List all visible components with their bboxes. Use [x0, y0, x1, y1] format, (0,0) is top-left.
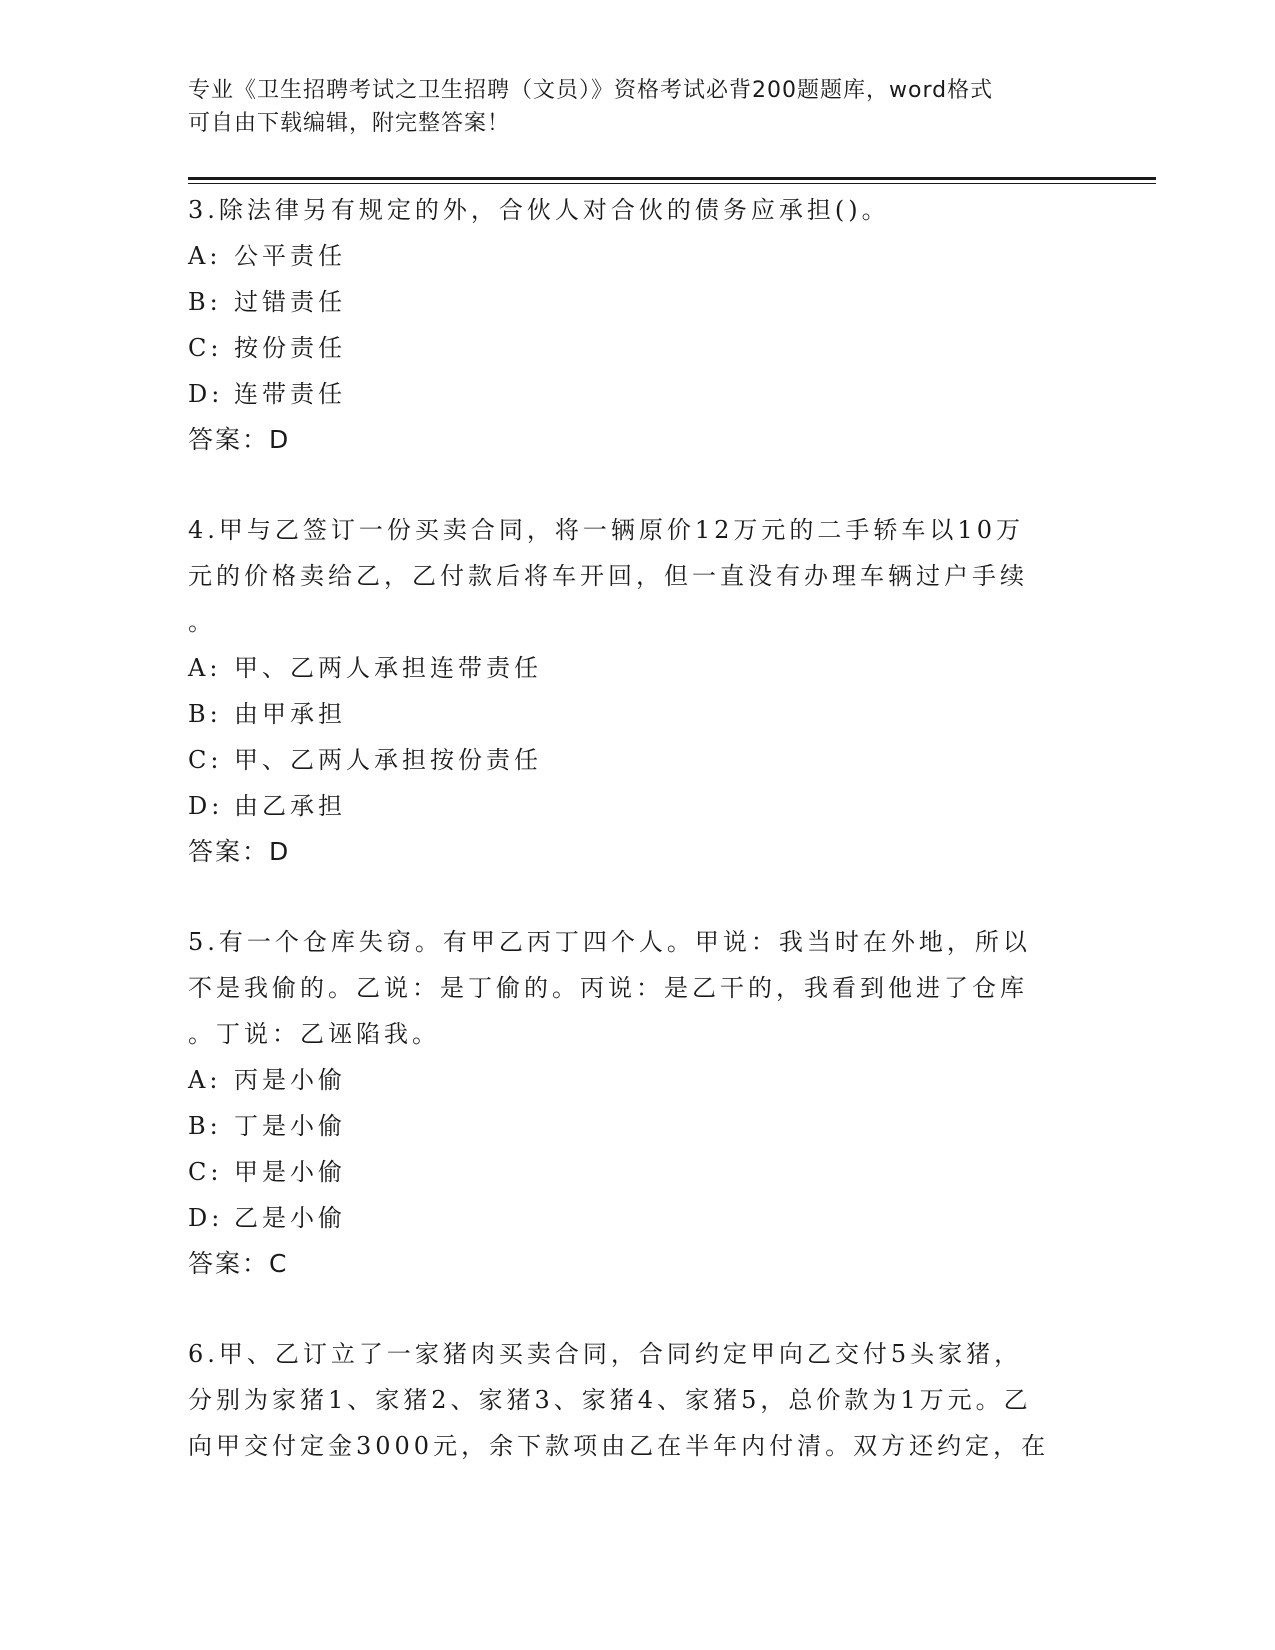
- option-c: [188, 737, 1078, 783]
- option-a: [188, 233, 1078, 279]
- header-divider-thin: [188, 183, 1156, 184]
- option-a: [188, 1057, 1078, 1103]
- option-text: 过错责任: [234, 288, 346, 316]
- question-6: [188, 1331, 1078, 1469]
- option-text: 丁是小偷: [234, 1112, 346, 1140]
- question-stem-line-1: 4.甲与乙签订一份买卖合同，将一辆原价12万元的二手轿车以10万: [188, 516, 1024, 544]
- question-stem: 3.除法律另有规定的外，合伙人对合伙的债务应承担()。: [188, 196, 890, 224]
- question-stem-line-1: 6.甲、乙订立了一家猪肉买卖合同，合同约定甲向乙交付5头家猪，: [188, 1340, 1023, 1368]
- option-key: C:: [188, 746, 223, 774]
- option-text: 甲是小偷: [234, 1158, 346, 1186]
- question-4: [188, 507, 1078, 875]
- answer-value: D: [269, 837, 291, 866]
- question-5: [188, 919, 1078, 1287]
- answer-line: [188, 417, 1078, 463]
- option-c: [188, 325, 1078, 371]
- option-text: 甲、乙两人承担按份责任: [234, 746, 542, 774]
- question-stem-line-2: 不是我偷的。乙说：是丁偷的。丙说：是乙干的，我看到他进了仓库: [188, 974, 1028, 1002]
- question-3: [188, 187, 1078, 463]
- option-text: 按份责任: [234, 334, 346, 362]
- answer-label: 答案：: [188, 1249, 270, 1278]
- question-stem-line-3: 向甲交付定金3000元，余下款项由乙在半年内付清。双方还约定，在: [188, 1432, 1050, 1460]
- answer-label: 答案：: [188, 425, 270, 454]
- option-key: C:: [188, 1158, 223, 1186]
- option-d: [188, 1195, 1078, 1241]
- option-key: B:: [188, 288, 222, 316]
- question-stem-line-3: 。: [188, 608, 216, 636]
- option-key: C:: [188, 334, 223, 362]
- header-line-1: 专业《卫生招聘考试之卫生招聘（文员）》资格考试必背200题题库，word格式: [188, 78, 994, 103]
- option-text: 公平责任: [234, 242, 346, 270]
- option-key: D:: [188, 1204, 224, 1232]
- option-text: 由甲承担: [234, 700, 346, 728]
- header-line-2: 可自由下载编辑，附完整答案！: [188, 111, 511, 136]
- answer-line: [188, 829, 1078, 875]
- option-key: A:: [188, 1066, 222, 1094]
- option-key: B:: [188, 700, 222, 728]
- option-text: 乙是小偷: [234, 1204, 346, 1232]
- option-text: 连带责任: [234, 380, 346, 408]
- option-a: [188, 645, 1078, 691]
- question-stem-line-1: 5.有一个仓库失窃。有甲乙丙丁四个人。甲说：我当时在外地，所以: [188, 928, 1031, 956]
- option-key: D:: [188, 380, 224, 408]
- answer-label: 答案：: [188, 837, 270, 866]
- option-text: 丙是小偷: [234, 1066, 346, 1094]
- answer-value: D: [269, 425, 291, 454]
- option-text: 甲、乙两人承担连带责任: [234, 654, 542, 682]
- option-b: [188, 279, 1078, 325]
- option-c: [188, 1149, 1078, 1195]
- option-key: D:: [188, 792, 224, 820]
- question-stem-line-3: 。丁说：乙诬陷我。: [188, 1020, 440, 1048]
- option-key: B:: [188, 1112, 222, 1140]
- option-d: [188, 783, 1078, 829]
- header-divider-thick: [188, 177, 1156, 180]
- option-b: [188, 691, 1078, 737]
- answer-value: C: [269, 1249, 289, 1278]
- answer-line: [188, 1241, 1078, 1287]
- option-key: A:: [188, 654, 222, 682]
- question-stem-line-2: 分别为家猪1、家猪2、家猪3、家猪4、家猪5，总价款为1万元。乙: [188, 1386, 1032, 1414]
- option-key: A:: [188, 242, 222, 270]
- question-stem-line-2: 元的价格卖给乙，乙付款后将车开回，但一直没有办理车辆过户手续: [188, 562, 1028, 590]
- option-text: 由乙承担: [234, 792, 346, 820]
- document-header: [188, 74, 1088, 140]
- option-b: [188, 1103, 1078, 1149]
- option-d: [188, 371, 1078, 417]
